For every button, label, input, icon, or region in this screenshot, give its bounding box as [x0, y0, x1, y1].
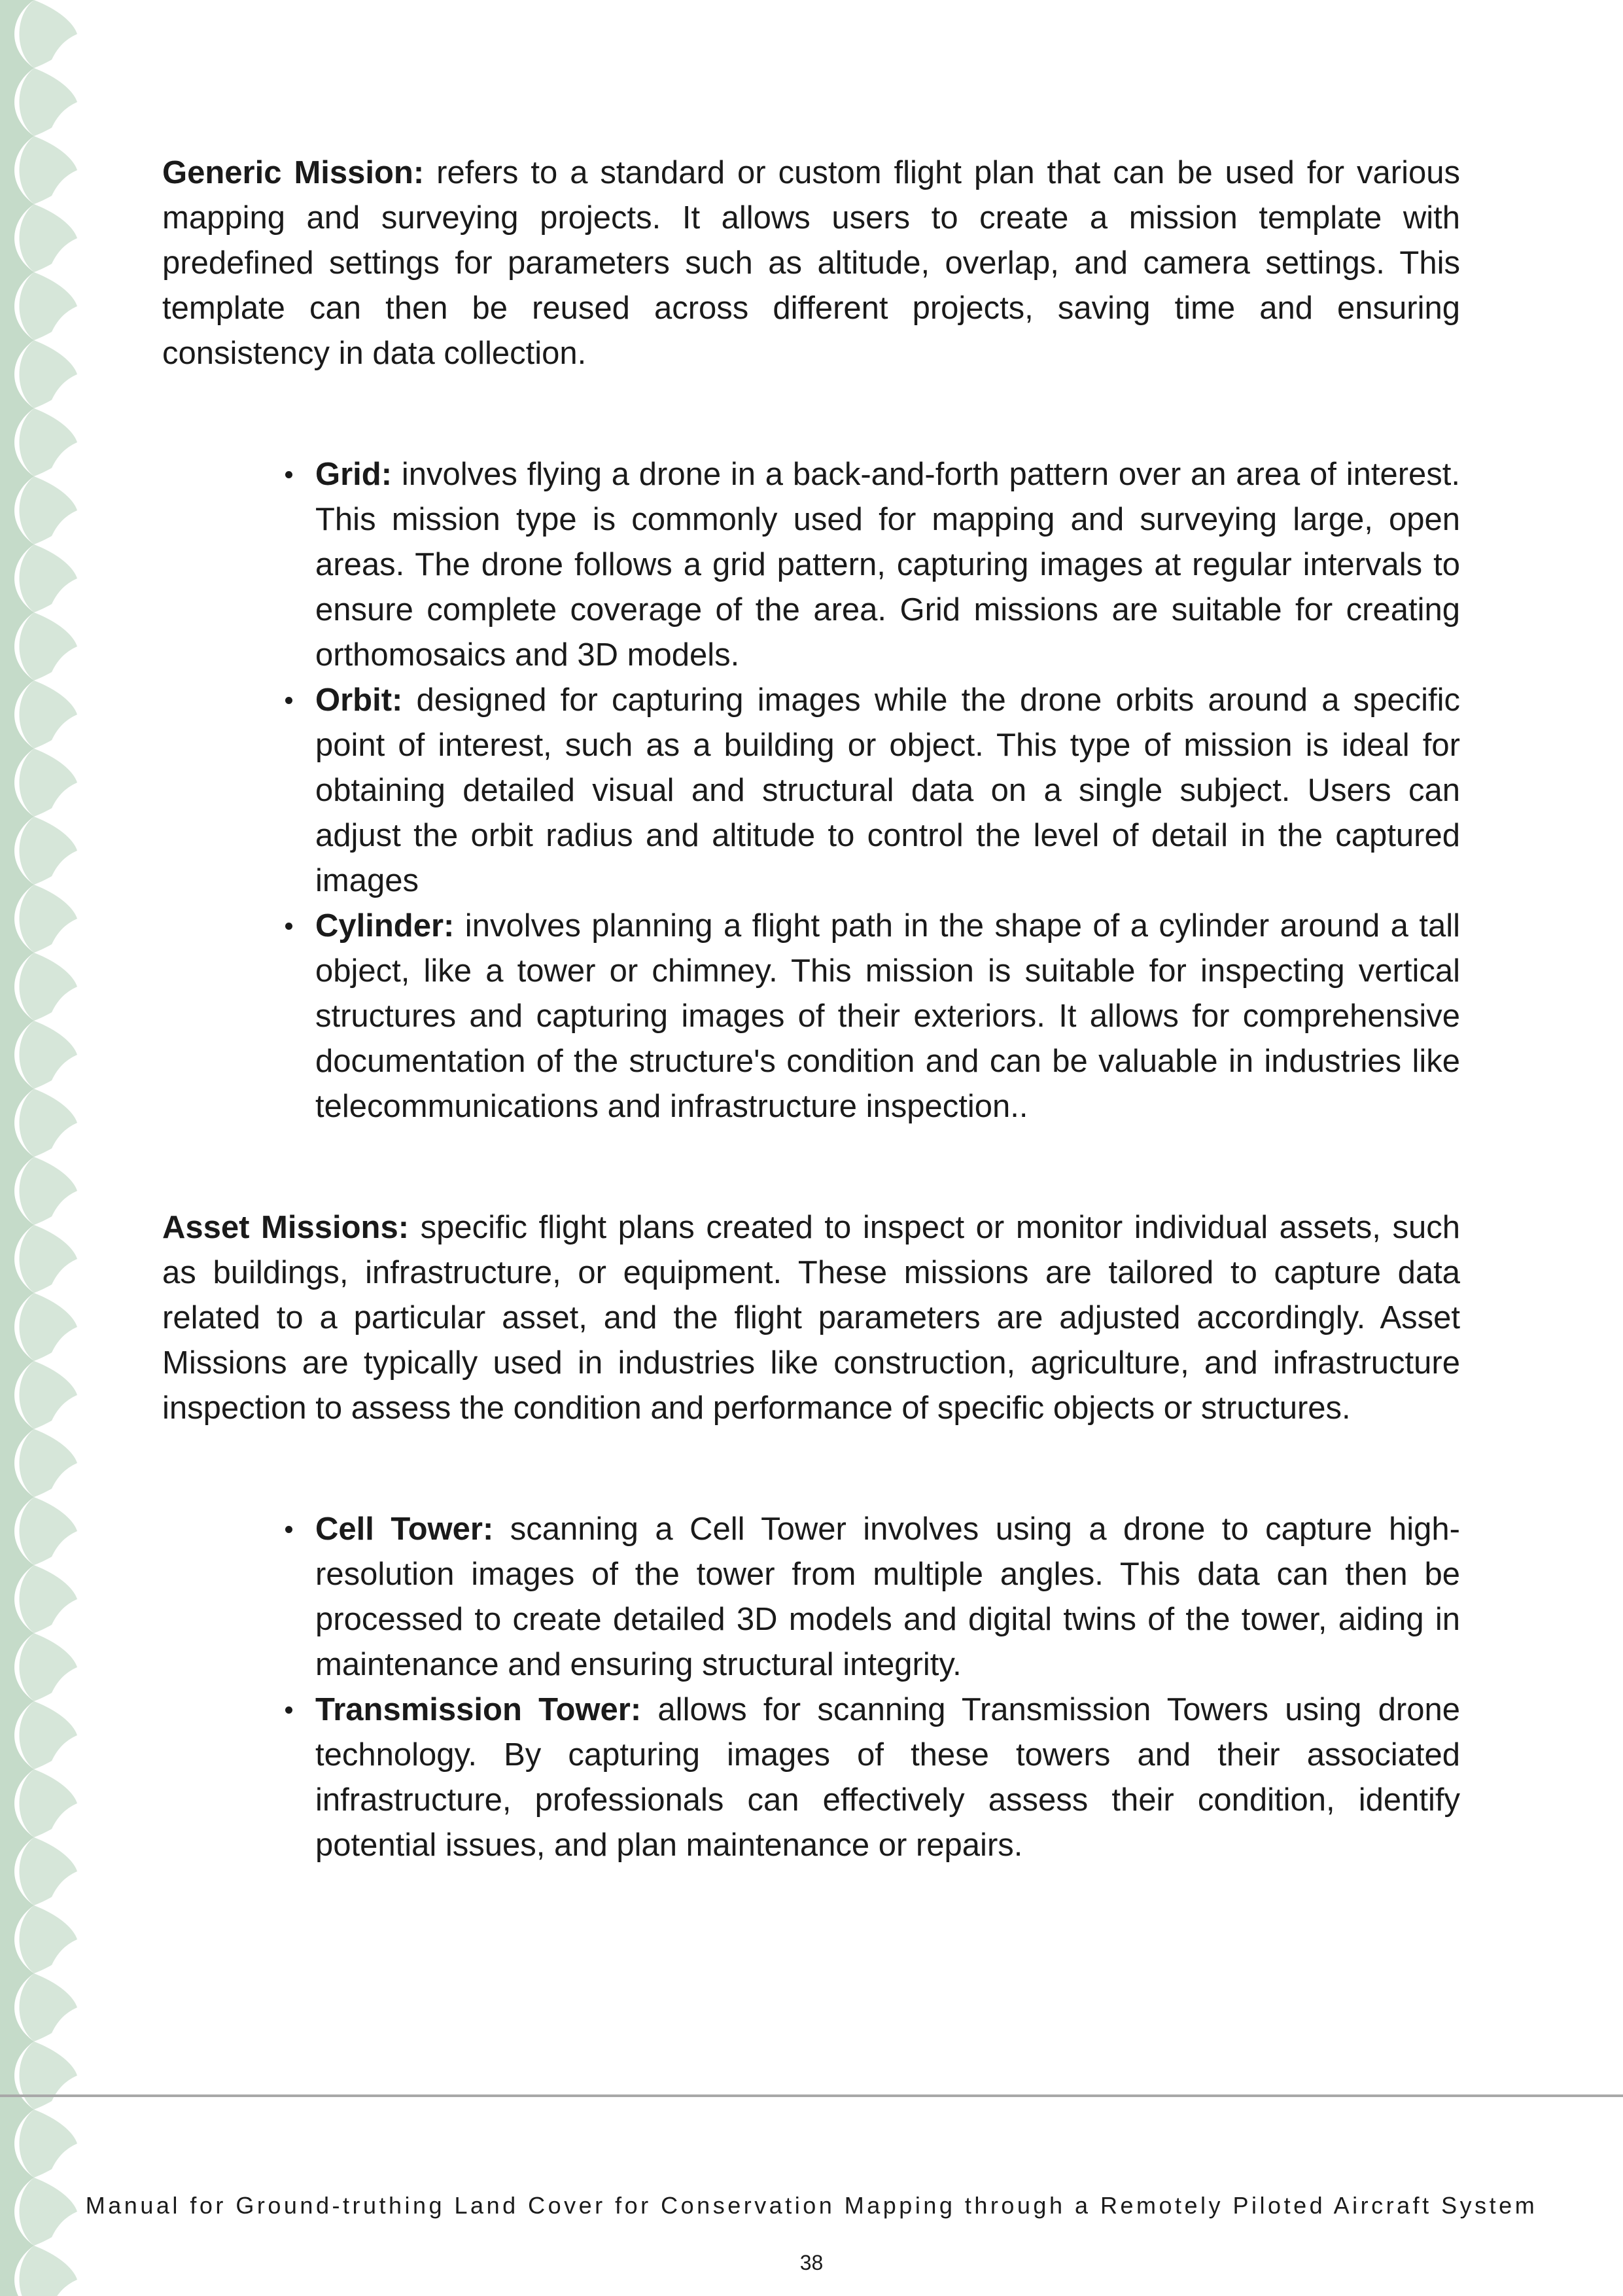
page-number: 38 — [799, 2251, 824, 2274]
asset-missions-list — [162, 1507, 1460, 1868]
list-item-text: involves planning a flight path in the shape of a cylinder around a tall object, like a tower or chimney. This mission is suitable for inspecting vertical structures and capturing images of their exteriors. It allows for comprehensive documentation of the structure's condition and can be valuable in industries like telecommunications and infrastructure inspection.. — [315, 908, 1460, 1124]
list-item-text: involves flying a drone in a back-and-forth pattern over an area of interest. This mission type is commonly used for mapping and surveying large, open areas. The drone follows a grid pattern, capturing images at regular intervals to ensure complete coverage of the area. Grid missions are suitable for creating orthomosaics and 3D models. — [315, 457, 1460, 673]
page-content — [162, 150, 1460, 1868]
asset-missions-text: specific flight plans created to inspect or monitor individual assets, such as buildings, infrastructure, or equipment. These missions are tailored to capture data related to a particular asset, and the flight parameters are adjusted accordingly. Asset Missions are typically used in industries like construction, agriculture, and infrastructure inspection to assess the condition and performance of specific objects or structures. — [162, 1210, 1460, 1426]
list-item-term: Cylinder: — [315, 908, 455, 944]
list-item-text: designed for capturing images while the drone orbits around a specific point of interest, such as a building or object. This type of mission is ideal for obtaining detailed visual and structural data on a single subject. Users can adjust the orbit radius and altitude to control the level of detail in the captured images — [315, 682, 1460, 898]
list-item-term: Grid: — [315, 457, 393, 492]
asset-missions-paragraph — [162, 1205, 1460, 1431]
list-item-cylinder — [315, 904, 1460, 1129]
decorative-scallop-border — [0, 0, 79, 2296]
list-item-transmission-tower — [315, 1687, 1460, 1868]
footer-divider — [0, 2094, 1623, 2097]
generic-mission-paragraph — [162, 150, 1460, 376]
generic-mission-text: refers to a standard or custom flight plan that can be used for various mapping and surveying projects. It allows users to create a mission template with predefined settings for parameters such as altitude, overlap, and camera settings. This template can then be reused across different projects, saving time and ensuring consistency in data collection. — [162, 155, 1461, 371]
list-item-orbit — [315, 678, 1460, 904]
list-item-term: Orbit: — [315, 682, 403, 718]
asset-missions-heading: Asset Missions: — [162, 1210, 410, 1245]
list-item-term: Transmission Tower: — [315, 1692, 642, 1727]
list-item-grid — [315, 452, 1460, 678]
footer-title: Manual for Ground-truthing Land Cover for Conservation Mapping through a Remotely Piloted Aircraft System — [85, 2192, 1538, 2219]
list-item-cell-tower — [315, 1507, 1460, 1687]
list-item-text: scanning a Cell Tower involves using a drone to capture high-resolution images of the tower from multiple angles. This data can then be processed to create detailed 3D models and digital twins of the tower, aiding in maintenance and ensuring structural integrity. — [315, 1511, 1460, 1682]
list-item-text: allows for scanning Transmission Towers using drone technology. By capturing images of these towers and their associated infrastructure, professionals can effectively assess their condition, identify potential issues, and plan maintenance or repairs. — [315, 1692, 1461, 1863]
generic-mission-list — [162, 452, 1460, 1129]
generic-mission-heading: Generic Mission: — [162, 155, 425, 190]
list-item-term: Cell Tower: — [315, 1511, 494, 1547]
